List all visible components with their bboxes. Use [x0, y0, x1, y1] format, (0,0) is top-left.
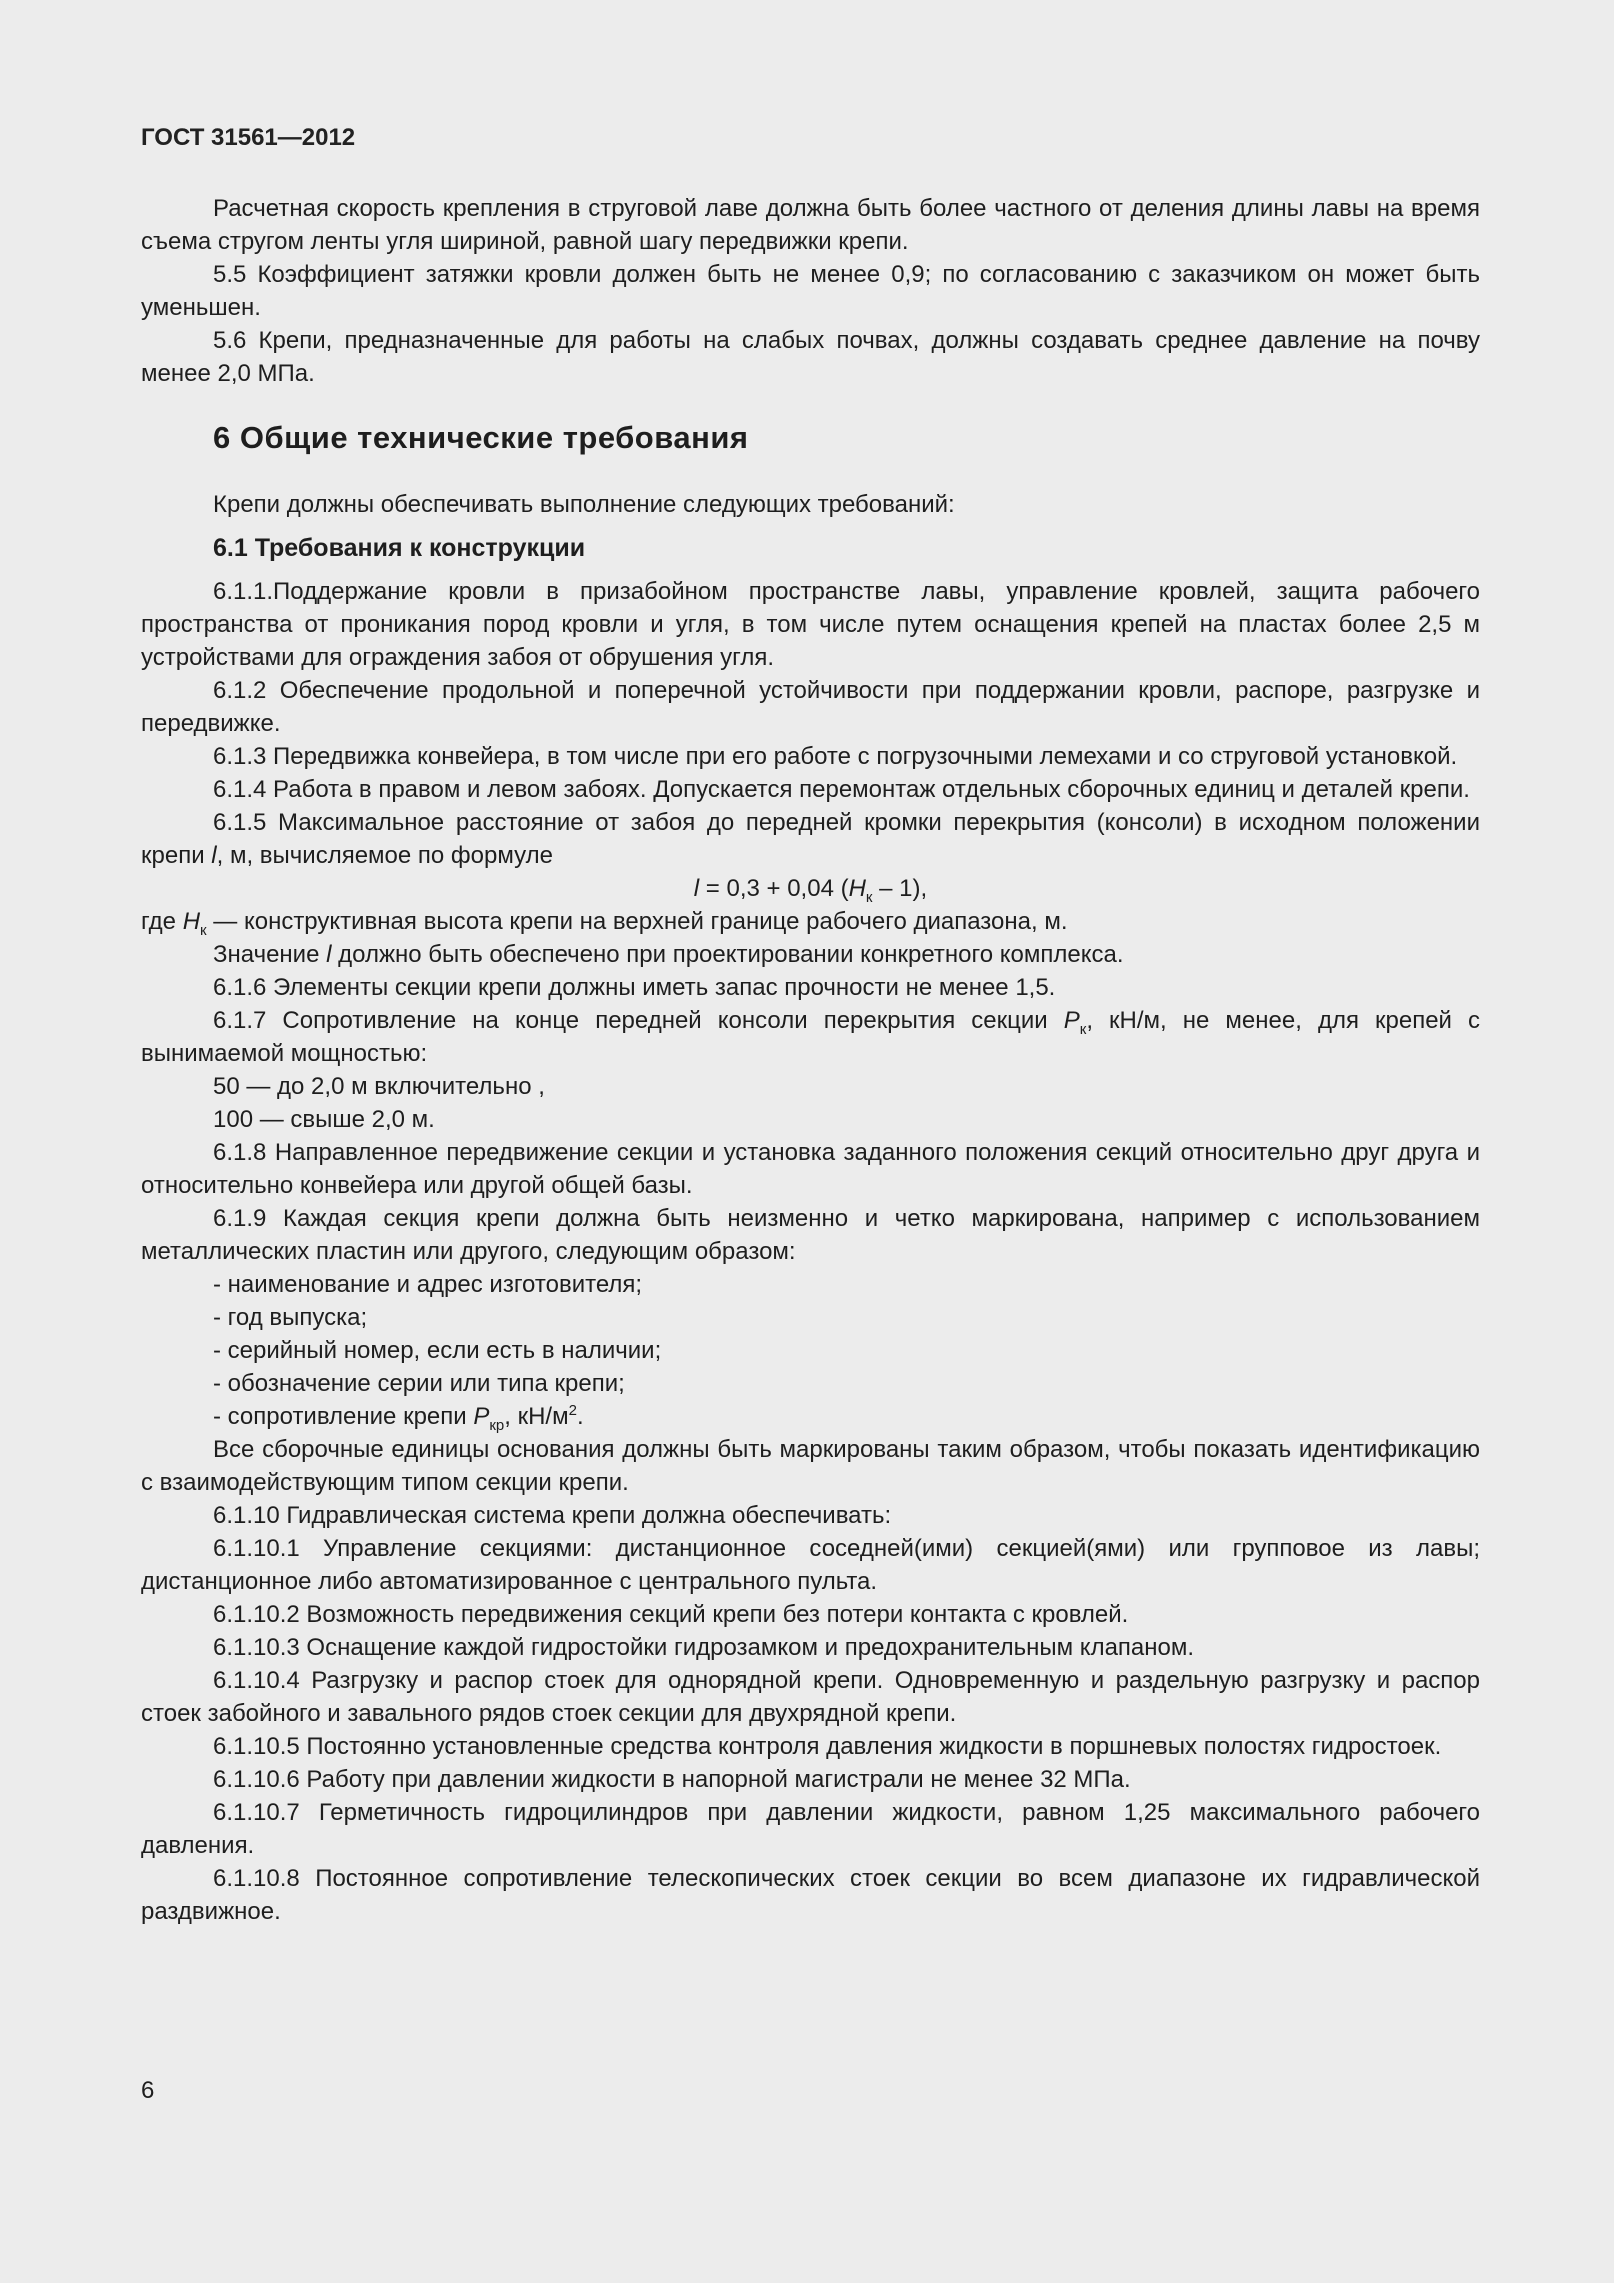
paragraph-6-1-2: 6.1.2 Обеспечение продольной и поперечной устойчивости при поддержании кровли, распоре, разгрузке и передвижке.: [141, 677, 1480, 737]
paragraph-6-1-10-6: 6.1.10.6 Работу при давлении жидкости в напорной магистрали не менее 32 МПа.: [213, 1766, 1131, 1793]
paragraph-5-6: 5.6 Крепи, предназначенные для работы на слабых почвах, должны создавать среднее давление на почву менее 2,0 МПа.: [141, 327, 1480, 387]
paragraph-6-1-10-1: 6.1.10.1 Управление секциями: дистанционное соседней(ими) секцией(ями) или групповое из лавы; дистанционное либо автоматизированное с центрального пульта.: [141, 1535, 1480, 1595]
section-title: 6 Общие технические требования: [213, 420, 749, 455]
paragraph-6-1-10-5: 6.1.10.5 Постоянно установленные средства контроля давления жидкости в поршневых полостях гидростоек.: [213, 1733, 1442, 1760]
paragraph-6-1-6: 6.1.6 Элементы секции крепи должны иметь запас прочности не менее 1,5.: [213, 974, 1056, 1001]
paragraph-6-1-1: 6.1.1.Поддержание кровли в призабойном пространстве лавы, управление кровлей, защита рабочего пространства от проникания пород кровли и угля, в том числе путем оснащения крепей на пластах более 2,5 м устройствами для ограждения забоя от обрушения угля.: [141, 578, 1480, 671]
paragraph-6-1-3: 6.1.3 Передвижка конвейера, в том числе при его работе с погрузочными лемехами и со струговой установкой.: [213, 743, 1458, 770]
page-number: 6: [141, 2077, 155, 2104]
paragraph-6-1-10-2: 6.1.10.2 Возможность передвижения секций крепи без потери контакта с кровлей.: [213, 1601, 1129, 1628]
list-item: - сопротивление крепи $P_{кр}$, $кН/м^2$.: [213, 1402, 584, 1434]
list-item: 100 — свыше 2,0 м.: [213, 1106, 435, 1133]
paragraph-6-1-9: 6.1.9 Каждая секция крепи должна быть неизменно и четко маркирована, например с использованием металлических пластин или другого, следующим образом:: [141, 1205, 1480, 1265]
paragraph-6-1-10-4: 6.1.10.4 Разгрузку и распор стоек для однорядной крепи. Одновременную и раздельную разгрузку и распор стоек забойного и завального рядов стоек секции для двухрядной крепи.: [141, 1667, 1480, 1727]
paragraph-intro: Расчетная скорость крепления в струговой лаве должна быть более частного от деления длины лавы на время съема стругом ленты угля шириной, равной шагу передвижки крепи.: [141, 195, 1480, 255]
paragraph-6-1-10-8: 6.1.10.8 Постоянное сопротивление телескопических стоек секции во всем диапазоне их гидравлической раздвижное.: [141, 1865, 1480, 1925]
formula-legend: где $H_к$ — конструктивная высота крепи на верхней границе рабочего диапазона, м.: [141, 908, 1068, 939]
list-item: - серийный номер, если есть в наличии;: [213, 1337, 662, 1364]
list-item: 50 — до 2,0 м включительно ,: [213, 1073, 545, 1100]
paragraph-6-1-4: 6.1.4 Работа в правом и левом забоях. Допускается перемонтаж отдельных сборочных единиц и деталей крепи.: [213, 776, 1470, 803]
paragraph-6-1-5: 6.1.5 Максимальное расстояние от забоя до передней кромки перекрытия (консоли) в исходном положении крепи l, м, вычисляемое по формуле: [141, 809, 1480, 869]
list-item: - обозначение серии или типа крепи;: [213, 1370, 625, 1397]
paragraph-6-1-10: 6.1.10 Гидравлическая система крепи должна обеспечивать:: [213, 1502, 892, 1529]
paragraph-6-1-10-7: 6.1.10.7 Герметичность гидроцилиндров при давлении жидкости, равном 1,25 максимального рабочего давления.: [141, 1799, 1480, 1859]
document-header: ГОСТ 31561—2012: [141, 124, 356, 151]
paragraph-marking: Все сборочные единицы основания должны быть маркированы таким образом, чтобы показать идентификацию с взаимодействующим типом секции крепи.: [141, 1436, 1480, 1496]
value-note: Значение l должно быть обеспечено при проектировании конкретного комплекса.: [213, 941, 1124, 968]
variable-l: l: [211, 842, 217, 869]
subsection-title: 6.1 Требования к конструкции: [213, 534, 586, 562]
formula: l = 0,3 + 0,04 $(H_к - 1)$,: [693, 875, 928, 906]
paragraph-6-1-8: 6.1.8 Направленное передвижение секции и установка заданного положения секций относительно друг друга и относительно конвейера или другой общей базы.: [141, 1139, 1480, 1199]
section-lead: Крепи должны обеспечивать выполнение следующих требований:: [213, 491, 955, 518]
paragraph-6-1-10-3: 6.1.10.3 Оснащение каждой гидростойки гидрозамком и предохранительным клапаном.: [213, 1634, 1195, 1661]
list-item: - наименование и адрес изготовителя;: [213, 1271, 643, 1298]
list-item: - год выпуска;: [213, 1304, 368, 1331]
paragraph-6-1-7: 6.1.7 Сопротивление на конце передней консоли перекрытия секции $P_к$, кН/м, не менее, для крепей с вынимаемой мощностью:: [141, 1007, 1481, 1067]
paragraph-5-5: 5.5 Коэффициент затяжки кровли должен быть не менее 0,9; по согласованию с заказчиком он может быть уменьшен.: [141, 261, 1480, 321]
